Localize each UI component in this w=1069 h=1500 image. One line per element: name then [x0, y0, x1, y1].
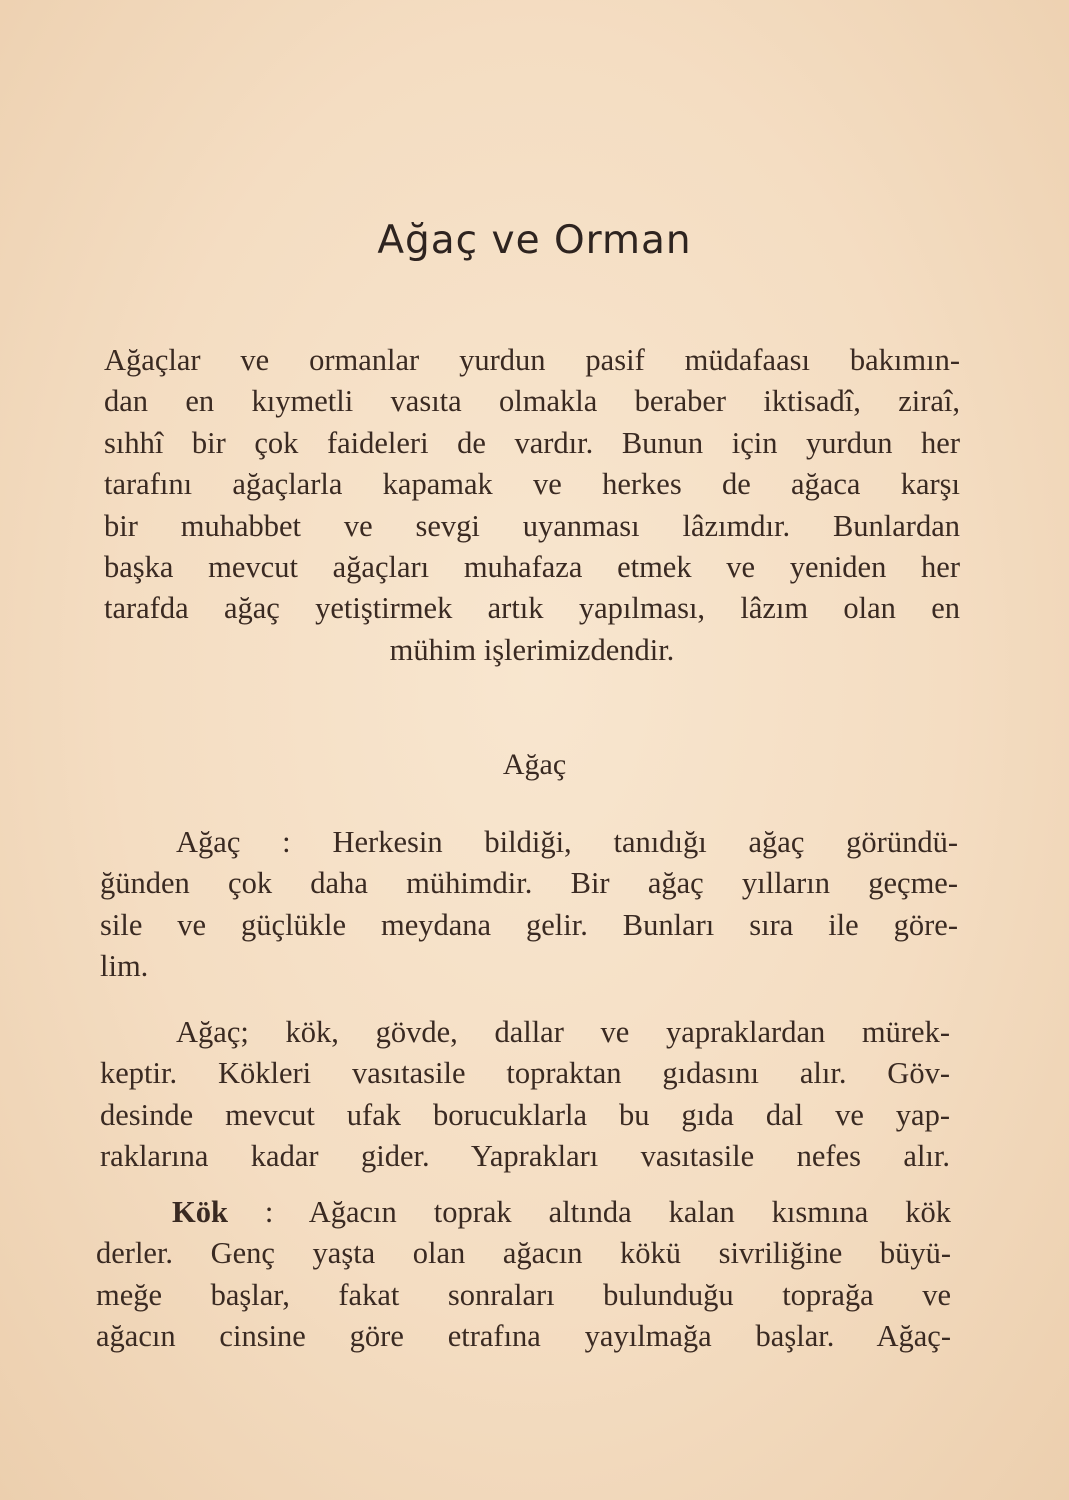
paragraph-agac	[100, 822, 958, 988]
paragraph-line: raklarına kadar gider. Yaprakları vasıtasile nefes alır.	[100, 1139, 950, 1174]
paragraph-line: meğe başlar, fakat sonraları bulunduğu toprağa ve	[96, 1277, 951, 1312]
intro-line: dan en kıymetli vasıta olmakla beraber iktisadî, ziraî,	[104, 384, 960, 419]
intro-line: mühim işlerimizdendir.	[389, 632, 675, 667]
paragraph-line	[96, 1192, 951, 1233]
intro-paragraph	[104, 340, 960, 671]
paragraph-line: lim.	[100, 949, 149, 984]
intro-line: tarafını ağaçlarla kapamak ve herkes de ağaca karşı	[104, 467, 960, 502]
paragraph-line: Ağaç; kök, gövde, dallar ve yapraklardan mürek-	[176, 1015, 950, 1049]
intro-line: tarafda ağaç yetiştirmek artık yapılması, lâzım olan en	[104, 591, 960, 626]
paragraph-line-text: : Herkesin bildiği, tanıdığı ağaç göründü-	[240, 825, 958, 859]
intro-line: Ağaçlar ve ormanlar yurdun pasif müdafaası bakımın-	[104, 343, 960, 377]
page-title: Ağaç ve Orman	[377, 218, 692, 263]
paragraph-lead: Kök	[172, 1195, 228, 1229]
paragraph-line	[100, 822, 958, 863]
paragraph-line-text: : Ağacın toprak altında kalan kısmına kök	[227, 1195, 951, 1229]
paragraph-line: sile ve güçlükle meydana gelir. Bunları sıra ile göre-	[100, 907, 958, 942]
paragraph-kok	[96, 1192, 951, 1358]
paragraph-line: desinde mevcut ufak borucuklarla bu gıda dal ve yap-	[100, 1097, 950, 1132]
paragraph-lead: Ağaç	[176, 825, 241, 859]
intro-line: başka mevcut ağaçları muhafaza etmek ve yeniden her	[104, 550, 960, 585]
paragraph-line: keptir. Kökleri vasıtasile topraktan gıdasını alır. Göv-	[100, 1056, 950, 1091]
intro-line: bir muhabbet ve sevgi uyanması lâzımdır. Bunlardan	[104, 508, 960, 543]
section-heading: Ağaç	[502, 748, 567, 781]
paragraph-line: ağacın cinsine göre etrafına yayılmağa başlar. Ağaç-	[96, 1319, 951, 1354]
paragraph-line: derler. Genç yaşta olan ağacın kökü sivriliğine büyü-	[96, 1236, 951, 1271]
paragraph-structure	[100, 1012, 950, 1178]
paragraph-line: ğünden çok daha mühimdir. Bir ağaç yılların geçme-	[100, 866, 958, 901]
intro-line: sıhhî bir çok faideleri de vardır. Bunun için yurdun her	[104, 425, 960, 460]
